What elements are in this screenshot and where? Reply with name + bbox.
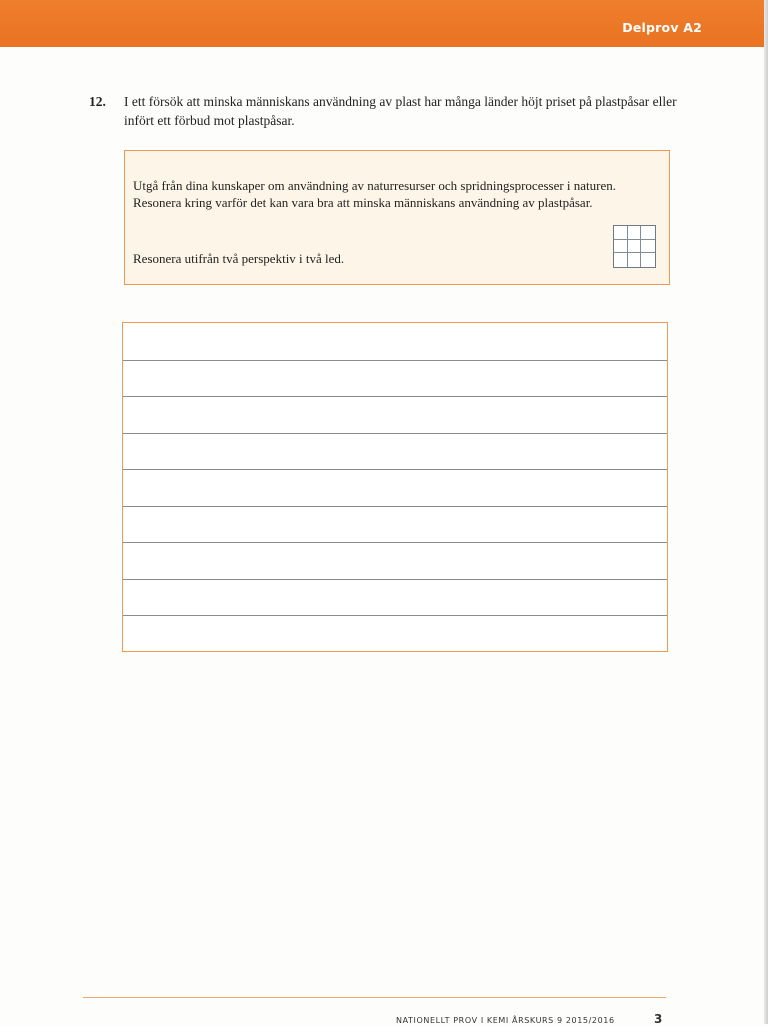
footer-text: NATIONELLT PROV I KEMI ÅRSKURS 9 2015/2016 <box>396 1016 615 1025</box>
page-edge <box>764 0 768 1024</box>
score-cell <box>614 253 628 267</box>
task-instruction-box <box>124 150 670 285</box>
score-cell <box>614 226 628 240</box>
page-number: 3 <box>654 1012 663 1026</box>
answer-line <box>123 469 667 470</box>
answer-line <box>123 433 667 434</box>
score-cell <box>614 240 628 254</box>
score-grid <box>613 225 656 268</box>
question-number: 12. <box>89 94 106 109</box>
answer-box[interactable] <box>122 322 668 652</box>
score-cell <box>628 253 642 267</box>
header-band <box>0 0 768 47</box>
part-label: Delprov A2 <box>622 20 702 35</box>
task-instruction: Utgå från dina kunskaper om användning av naturresurser och spridningsprocesser i naturen. Resonera kring varför det kan vara bra att minska människans användning av plastpåsar. <box>133 178 617 210</box>
score-cell <box>628 226 642 240</box>
score-cell <box>641 253 655 267</box>
score-cell <box>641 226 655 240</box>
score-cell <box>641 240 655 254</box>
answer-line <box>123 615 667 616</box>
answer-line <box>123 542 667 543</box>
answer-line <box>123 579 667 580</box>
answer-line <box>123 396 667 397</box>
question-text: I ett försök att minska människans användning av plast har många länder höjt priset på plastpåsar eller infört ett förbud mot plastpåsar. <box>124 94 677 128</box>
footer-rule <box>83 997 666 998</box>
task-perspective: Resonera utifrån två perspektiv i två led. <box>133 251 345 266</box>
score-cell <box>628 240 642 254</box>
answer-line <box>123 506 667 507</box>
question-12 <box>89 92 679 130</box>
answer-line <box>123 360 667 361</box>
